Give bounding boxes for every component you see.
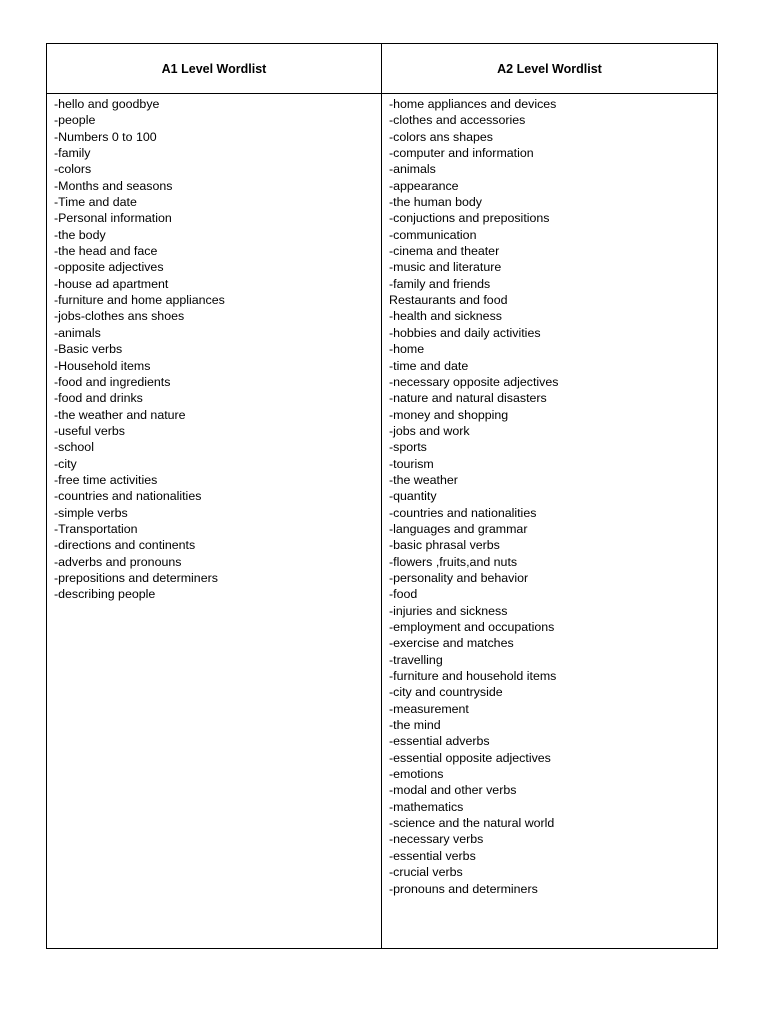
list-item: -the weather bbox=[389, 472, 458, 487]
list-item: -home bbox=[389, 342, 425, 357]
list-item: -music and literature bbox=[389, 260, 502, 275]
list-item: -languages and grammar bbox=[389, 521, 528, 536]
list-item: -useful verbs bbox=[54, 423, 125, 438]
list-item: -necessary verbs bbox=[389, 832, 484, 847]
a2-column-heading bbox=[382, 44, 717, 94]
a2-heading-text: A2 Level Wordlist bbox=[497, 61, 602, 76]
list-item: -hobbies and daily activities bbox=[389, 325, 541, 340]
list-item: -simple verbs bbox=[54, 505, 128, 520]
list-item: -animals bbox=[389, 162, 436, 177]
list-item: -jobs and work bbox=[389, 423, 470, 438]
list-item: -pronouns and determiners bbox=[389, 881, 538, 896]
list-item: -Household items bbox=[54, 358, 151, 373]
list-item: -opposite adjectives bbox=[54, 260, 164, 275]
list-item: -necessary opposite adjectives bbox=[389, 374, 559, 389]
list-item: -appearance bbox=[389, 178, 459, 193]
list-item: -science and the natural world bbox=[389, 816, 555, 831]
list-item: -Months and seasons bbox=[54, 178, 173, 193]
a1-word-list bbox=[47, 96, 381, 603]
list-item: -food and drinks bbox=[54, 391, 143, 406]
list-item: -countries and nationalities bbox=[54, 489, 202, 504]
list-item: -food bbox=[389, 587, 418, 602]
list-item: -the head and face bbox=[54, 244, 158, 259]
list-item: -clothes and accessories bbox=[389, 113, 526, 128]
list-item: -city bbox=[54, 456, 77, 471]
list-item: -home appliances and devices bbox=[389, 97, 557, 111]
list-item: -Numbers 0 to 100 bbox=[54, 129, 157, 144]
list-item: -prepositions and determiners bbox=[54, 570, 218, 585]
list-item: -travelling bbox=[389, 652, 443, 667]
list-item: -health and sickness bbox=[389, 309, 502, 324]
list-item: -conjuctions and prepositions bbox=[389, 211, 550, 226]
list-item: -countries and nationalities bbox=[389, 505, 537, 520]
list-item: -house ad apartment bbox=[54, 276, 169, 291]
list-item: -animals bbox=[54, 325, 101, 340]
list-item: -basic phrasal verbs bbox=[389, 538, 500, 553]
a1-column-heading bbox=[47, 44, 382, 94]
list-item: -crucial verbs bbox=[389, 865, 463, 880]
list-item: -emotions bbox=[389, 767, 444, 782]
list-item: -Basic verbs bbox=[54, 342, 123, 357]
list-item: -measurement bbox=[389, 701, 469, 716]
list-item: -city and countryside bbox=[389, 685, 503, 700]
list-item: -cinema and theater bbox=[389, 244, 500, 259]
list-item: -time and date bbox=[389, 358, 469, 373]
list-item: -free time activities bbox=[54, 472, 158, 487]
list-item: -school bbox=[54, 440, 94, 455]
list-item: -the human body bbox=[389, 195, 482, 210]
list-item: -essential opposite adjectives bbox=[389, 750, 551, 765]
list-item: -communication bbox=[389, 227, 477, 242]
a1-heading-text: A1 Level Wordlist bbox=[161, 61, 267, 76]
list-item: -colors bbox=[54, 162, 92, 177]
list-item: Restaurants and food bbox=[389, 293, 508, 308]
list-item: -adverbs and pronouns bbox=[54, 554, 182, 569]
list-item: -Transportation bbox=[54, 521, 138, 536]
list-item: -essential verbs bbox=[389, 848, 476, 863]
list-item: -mathematics bbox=[389, 799, 464, 814]
list-item: -the weather and nature bbox=[54, 407, 186, 422]
a2-word-list bbox=[382, 96, 717, 897]
list-item: -money and shopping bbox=[389, 407, 509, 422]
list-item: -sports bbox=[389, 440, 427, 455]
list-item: -family bbox=[54, 146, 91, 161]
list-item: -flowers ,fruits,and nuts bbox=[389, 554, 518, 569]
list-item: -injuries and sickness bbox=[389, 603, 508, 618]
a1-column-body bbox=[47, 94, 382, 948]
list-item: -quantity bbox=[389, 489, 437, 504]
list-item: -people bbox=[54, 113, 96, 128]
list-item: -hello and goodbye bbox=[54, 97, 160, 111]
list-item: -modal and other verbs bbox=[389, 783, 517, 798]
list-item: -food and ingredients bbox=[54, 374, 171, 389]
a2-column-body bbox=[382, 94, 717, 948]
list-item: -personality and behavior bbox=[389, 570, 529, 585]
list-item: -colors ans shapes bbox=[389, 129, 493, 144]
list-item: -directions and continents bbox=[54, 538, 196, 553]
list-item: -Personal information bbox=[54, 211, 172, 226]
list-item: -employment and occupations bbox=[389, 620, 555, 634]
list-item: -jobs-clothes ans shoes bbox=[54, 309, 185, 324]
list-item: -Time and date bbox=[54, 195, 137, 210]
list-item: -furniture and household items bbox=[389, 669, 557, 684]
list-item: -computer and information bbox=[389, 146, 534, 161]
list-item: -furniture and home appliances bbox=[54, 293, 225, 308]
list-item: -the body bbox=[54, 227, 106, 242]
list-item: -the mind bbox=[389, 718, 441, 733]
list-item: -tourism bbox=[389, 456, 434, 471]
list-item: -family and friends bbox=[389, 276, 491, 291]
list-item: -essential adverbs bbox=[389, 734, 490, 749]
list-item: -nature and natural disasters bbox=[389, 391, 547, 406]
wordlist-table bbox=[46, 43, 718, 949]
list-item: -exercise and matches bbox=[389, 636, 514, 651]
list-item: -describing people bbox=[54, 587, 156, 602]
